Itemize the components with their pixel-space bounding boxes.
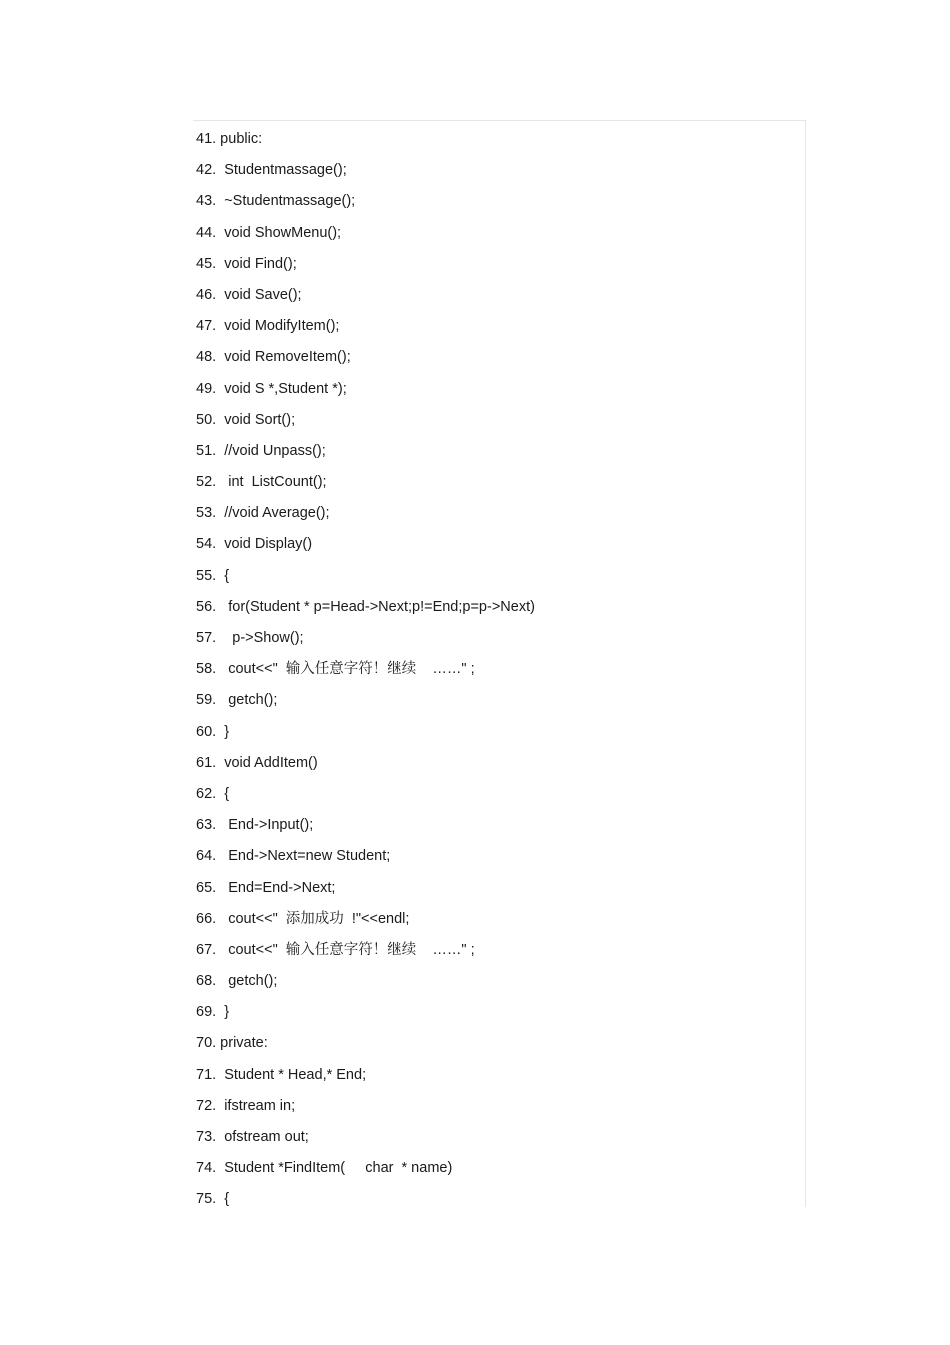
code-line: 49. void S *,Student *); [196, 380, 347, 397]
code-line: 74. Student *FindItem( char * name) [196, 1160, 453, 1177]
code-line: 73. ofstream out; [196, 1129, 309, 1145]
code-line: 54. void Display() [196, 536, 313, 553]
code-line: 44. void ShowMenu(); [196, 224, 342, 241]
code-line: 55. { [196, 567, 230, 584]
code-line: 58. cout<<" 输入任意字符！继续 ……" ; [196, 661, 475, 678]
code-line: 57. p->Show(); [196, 630, 304, 646]
code-line: 56. for(Student * p=Head->Next;p!=End;p=p->Next) [196, 598, 535, 615]
code-line: 70. private: [196, 1035, 268, 1052]
code-line: 43. ~Studentmassage(); [196, 193, 356, 210]
code-line: 47. void ModifyItem(); [196, 318, 340, 335]
code-line: 62. { [196, 785, 230, 802]
code-line: 64. End->Next=new Student; [196, 848, 391, 865]
code-line: 53. //void Average(); [196, 505, 330, 522]
code-line: 69. } [196, 1004, 230, 1021]
code-line: 51. //void Unpass(); [196, 442, 326, 459]
code-line: 59. getch(); [196, 692, 278, 709]
code-line: 63. End->Input(); [196, 817, 314, 834]
code-line: 75. { [196, 1191, 230, 1208]
code-line: 67. cout<<" 输入任意字符！继续 ……" ; [196, 941, 475, 958]
code-line: 42. Studentmassage(); [196, 162, 347, 179]
code-line: 65. End=End->Next; [196, 879, 336, 896]
code-line: 60. } [196, 723, 230, 740]
code-line: 71. Student * Head,* End; [196, 1066, 367, 1083]
code-listing [196, 124, 535, 1216]
code-line: 48. void RemoveItem(); [196, 349, 351, 366]
code-line: 41. public: [196, 131, 263, 147]
code-line: 68. getch(); [196, 973, 278, 990]
code-line: 50. void Sort(); [196, 411, 296, 428]
code-line: 72. ifstream in; [196, 1097, 296, 1114]
code-line: 52. int ListCount(); [196, 474, 327, 491]
code-line: 46. void Save(); [196, 286, 302, 303]
code-line: 45. void Find(); [196, 255, 297, 272]
code-line: 66. cout<<" 添加成功 !"<<endl; [196, 910, 410, 927]
code-line: 61. void AddItem() [196, 754, 318, 771]
